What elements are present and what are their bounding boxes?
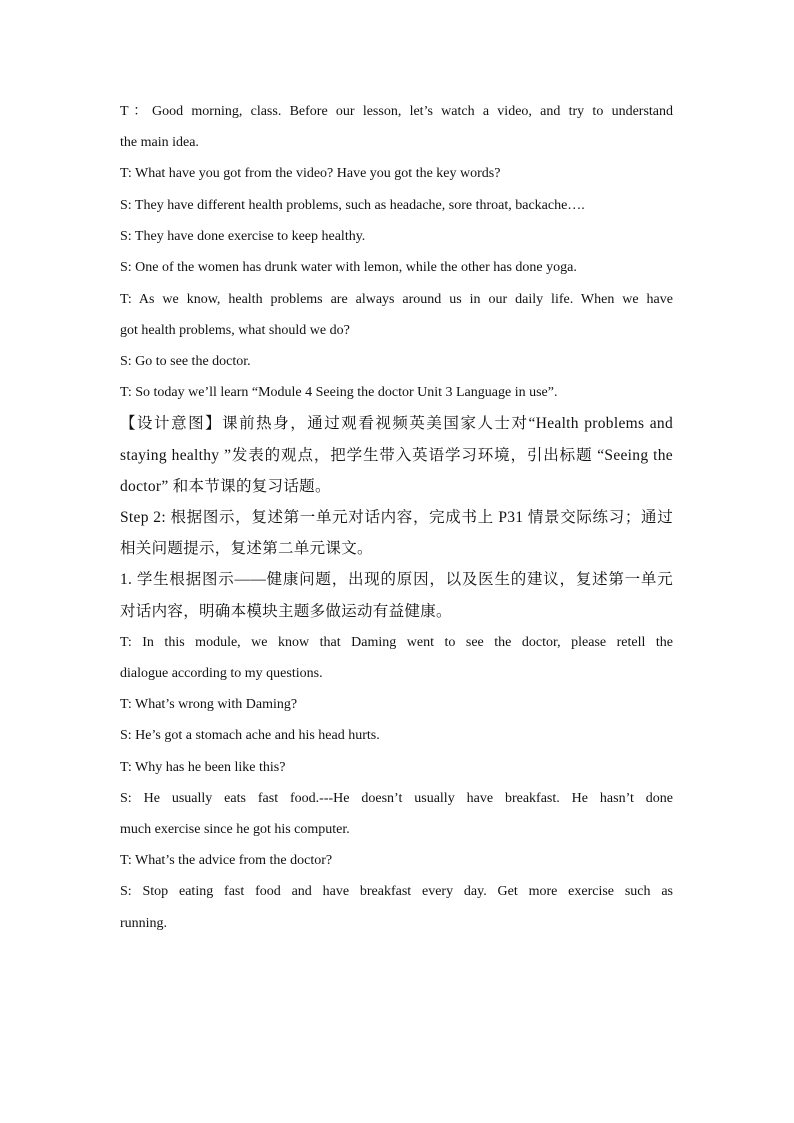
text-line: Step 2: 根据图示，复述第一单元对话内容，完成书上 P31 情景交际练习；通过 — [120, 509, 673, 526]
text-line: got health problems, what should we do? — [120, 323, 350, 338]
text-line: T: As we know, health problems are always around us in our daily life. When we have — [120, 292, 673, 307]
text-line: 相关问题提示，复述第二单元课文。 — [120, 540, 373, 557]
text-line: running. — [120, 916, 168, 931]
text-line: T: What have you got from the video? Have you got the key words? — [120, 166, 501, 181]
text-line: T：Good morning, class. Before our lesson, let’s watch a video, and try to understand — [120, 104, 673, 119]
text-line: T: What’s wrong with Daming? — [120, 697, 298, 712]
text-line: S: He’s got a stomach ache and his head hurts. — [120, 728, 380, 743]
text-line: S: One of the women has drunk water with lemon, while the other has done yoga. — [120, 260, 577, 275]
text-line: dialogue according to my questions. — [120, 666, 323, 681]
text-line: T: Why has he been like this? — [120, 760, 286, 775]
text-line: staying healthy ”发表的观点，把学生带入英语学习环境，引出标题 “Seeing the — [120, 447, 673, 464]
text-line: T: In this module, we know that Daming went to see the doctor, please retell the — [120, 635, 673, 650]
text-line: 【设计意图】课前热身，通过观看视频英美国家人士对“Health problems and — [120, 415, 673, 432]
text-line: doctor” 和本节课的复习话题。 — [120, 478, 331, 495]
text-line: much exercise since he got his computer. — [120, 822, 350, 837]
text-line: 对话内容，明确本模块主题多做运动有益健康。 — [120, 603, 452, 620]
text-line: S: Stop eating fast food and have breakfast every day. Get more exercise such as — [120, 884, 673, 899]
text-line: 1. 学生根据图示——健康问题，出现的原因，以及医生的建议，复述第一单元 — [120, 571, 673, 588]
text-line: S: He usually eats fast food.---He doesn’t usually have breakfast. He hasn’t done — [120, 791, 673, 806]
text-line: S: They have different health problems, such as headache, sore throat, backache…. — [120, 198, 585, 213]
text-line: S: They have done exercise to keep healthy. — [120, 229, 366, 244]
text-line: T: What’s the advice from the doctor? — [120, 853, 333, 868]
text-line: T: So today we’ll learn “Module 4 Seeing the doctor Unit 3 Language in use”. — [120, 385, 558, 400]
text-line: the main idea. — [120, 135, 199, 150]
text-line: S: Go to see the doctor. — [120, 354, 251, 369]
